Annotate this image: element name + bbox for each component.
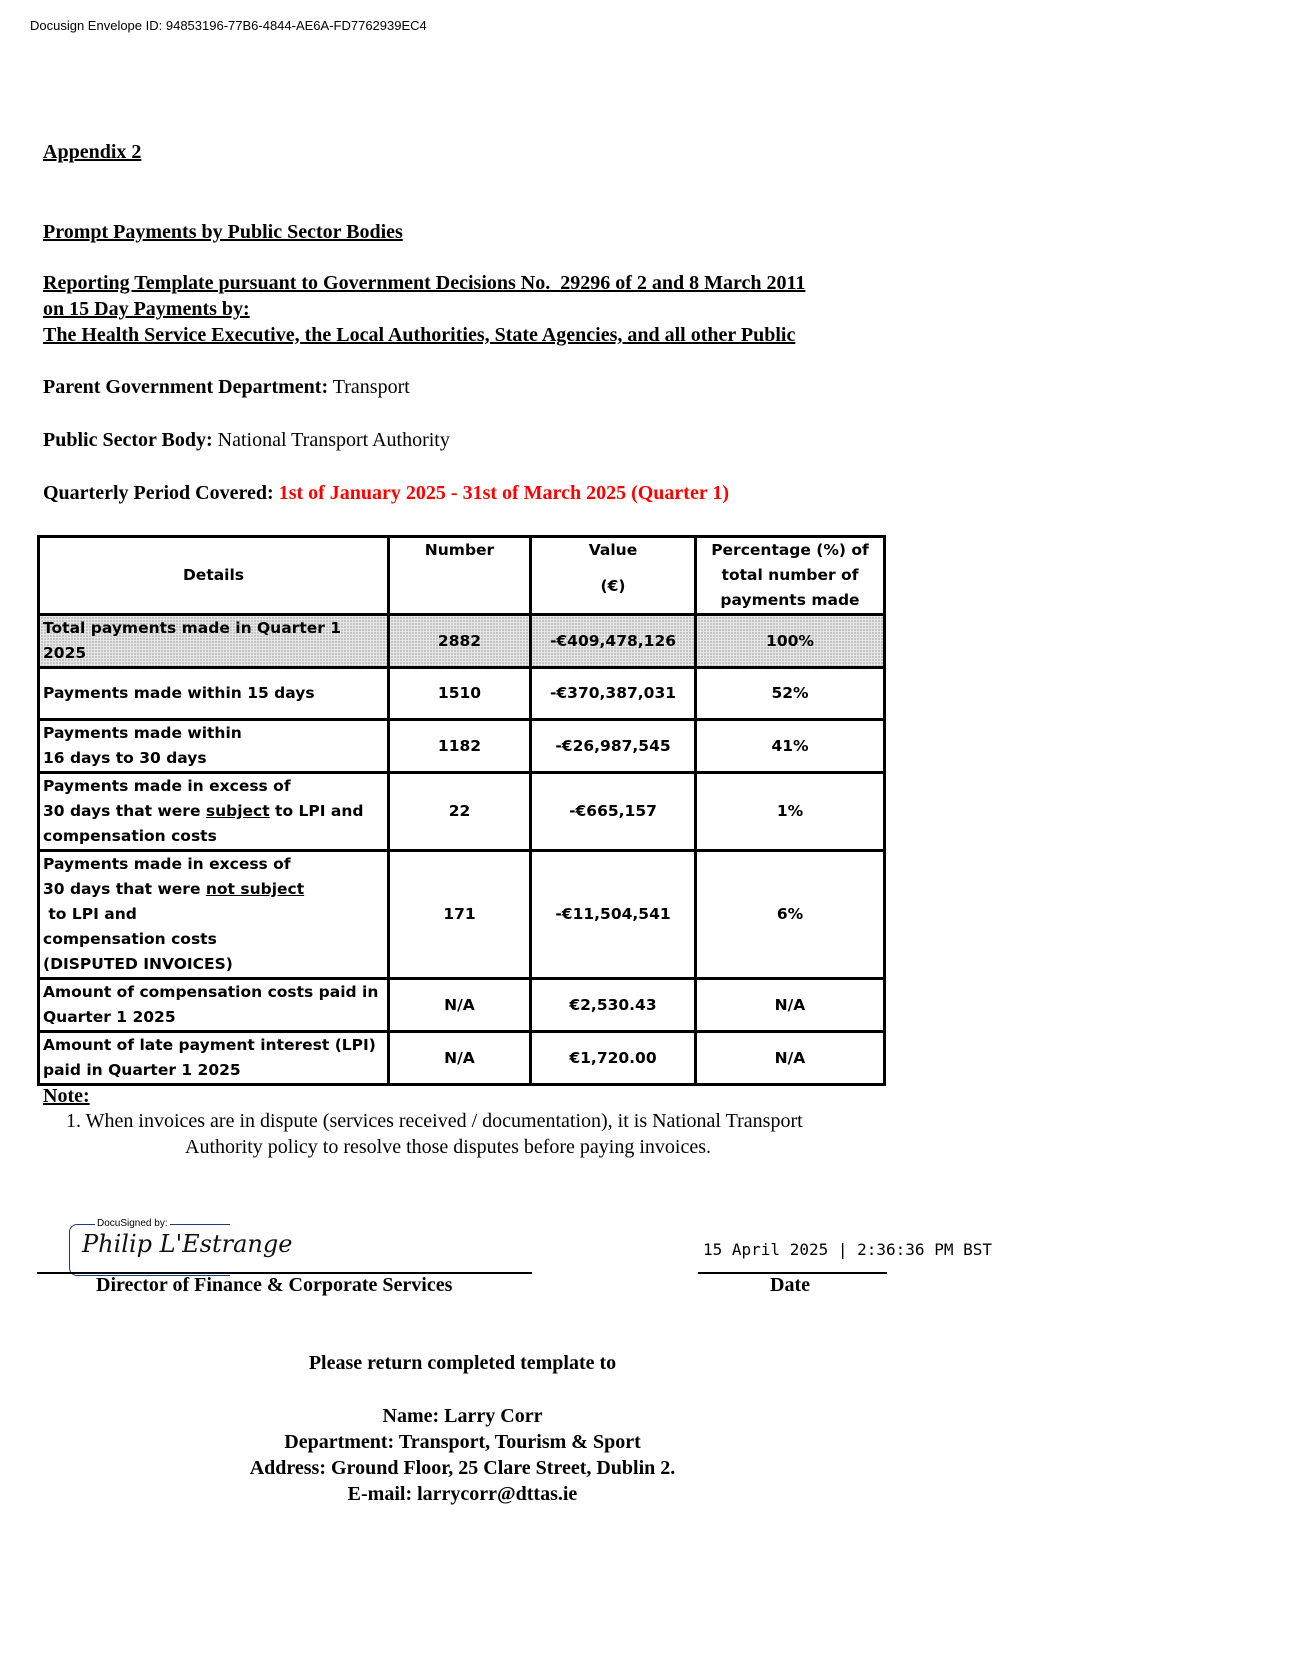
row-number: 171 bbox=[389, 851, 531, 979]
return-email: E-mail: larrycorr@dttas.ie bbox=[347, 1483, 578, 1505]
table-row bbox=[39, 979, 885, 1032]
row-value: -€370,387,031 bbox=[531, 668, 696, 720]
row-details: Payments made within 16 days to 30 days bbox=[39, 720, 389, 773]
row-details: Amount of late payment interest (LPI) paid in Quarter 1 2025 bbox=[39, 1032, 389, 1085]
row-value: -€409,478,126 bbox=[531, 615, 696, 668]
row-number: 22 bbox=[389, 773, 531, 851]
signatory-role: Director of Finance & Corporate Services bbox=[96, 1274, 453, 1296]
envelope-id: Docusign Envelope ID: 94853196-77B6-4844-AE6A-FD7762939EC4 bbox=[30, 18, 427, 33]
note-title: Note: bbox=[43, 1085, 90, 1107]
row-value: €1,720.00 bbox=[531, 1032, 696, 1085]
header-details: Details bbox=[39, 537, 389, 615]
row-number: 1510 bbox=[389, 668, 531, 720]
row-value: -€665,157 bbox=[531, 773, 696, 851]
row-details: Amount of compensation costs paid in Quarter 1 2025 bbox=[39, 979, 389, 1032]
public-sector-body-value: National Transport Authority bbox=[217, 429, 450, 451]
row-percentage: 100% bbox=[696, 615, 885, 668]
row-details: Total payments made in Quarter 1 2025 bbox=[39, 615, 389, 668]
page-title: Prompt Payments by Public Sector Bodies bbox=[43, 221, 403, 243]
date-label: Date bbox=[770, 1274, 810, 1296]
return-address: Address: Ground Floor, 25 Clare Street, Dublin 2. bbox=[249, 1457, 676, 1479]
table-row bbox=[39, 773, 885, 851]
appendix-heading: Appendix 2 bbox=[43, 141, 142, 163]
quarterly-period bbox=[43, 482, 729, 505]
template-line-3: The Health Service Executive, the Local Authorities, State Agencies, and all other Public bbox=[43, 324, 796, 346]
docusign-caption: DocuSigned by: bbox=[97, 1218, 168, 1229]
header-value: Value (€) bbox=[531, 537, 696, 615]
payments-table bbox=[37, 535, 886, 1086]
parent-department-label: Parent Government Department: bbox=[43, 376, 329, 398]
row-number: N/A bbox=[389, 979, 531, 1032]
signed-timestamp: 15 April 2025 | 2:36:36 PM BST bbox=[703, 1240, 992, 1259]
public-sector-body-label: Public Sector Body: bbox=[43, 429, 213, 451]
row-percentage: N/A bbox=[696, 979, 885, 1032]
row-percentage: N/A bbox=[696, 1032, 885, 1085]
quarterly-period-value: 1st of January 2025 - 31st of March 2025 (Quarter 1) bbox=[278, 482, 729, 504]
row-details: Payments made within 15 days bbox=[39, 668, 389, 720]
row-percentage: 6% bbox=[696, 851, 885, 979]
template-line-1: Reporting Template pursuant to Government Decisions No. 29296 of 2 and 8 March 2011 bbox=[43, 272, 806, 294]
row-number: 1182 bbox=[389, 720, 531, 773]
return-department: Department: Transport, Tourism & Sport bbox=[284, 1431, 641, 1453]
row-value: €2,530.43 bbox=[531, 979, 696, 1032]
row-number: N/A bbox=[389, 1032, 531, 1085]
table-row bbox=[39, 1032, 885, 1085]
note-line-1: 1. When invoices are in dispute (services received / documentation), it is National Transport bbox=[66, 1110, 803, 1132]
public-sector-body bbox=[43, 429, 450, 452]
header-percentage: Percentage (%) of total number of payments made bbox=[696, 537, 885, 615]
handwritten-signature: Philip L'Estrange bbox=[82, 1230, 293, 1258]
table-row bbox=[39, 668, 885, 720]
table-row bbox=[39, 851, 885, 979]
parent-department-value: Transport bbox=[332, 376, 410, 398]
row-number: 2882 bbox=[389, 615, 531, 668]
row-percentage: 1% bbox=[696, 773, 885, 851]
return-instructions: Please return completed template to bbox=[308, 1352, 617, 1374]
quarterly-period-label: Quarterly Period Covered: bbox=[43, 482, 274, 504]
parent-department bbox=[43, 376, 410, 399]
row-details: Payments made in excess of 30 days that were subject to LPI and compensation costs bbox=[39, 773, 389, 851]
template-line-2: on 15 Day Payments by: bbox=[43, 298, 250, 320]
row-percentage: 41% bbox=[696, 720, 885, 773]
row-details: Payments made in excess of 30 days that were not subject to LPI and compensation costs (DISPUTED INVOICES) bbox=[39, 851, 389, 979]
header-number: Number bbox=[389, 537, 531, 615]
table-row bbox=[39, 615, 885, 668]
row-value: -€26,987,545 bbox=[531, 720, 696, 773]
note-line-2: Authority policy to resolve those disputes before paying invoices. bbox=[185, 1136, 712, 1158]
table-header-row bbox=[39, 537, 885, 615]
table-row bbox=[39, 720, 885, 773]
row-percentage: 52% bbox=[696, 668, 885, 720]
row-value: -€11,504,541 bbox=[531, 851, 696, 979]
return-name: Name: Larry Corr bbox=[382, 1405, 543, 1427]
